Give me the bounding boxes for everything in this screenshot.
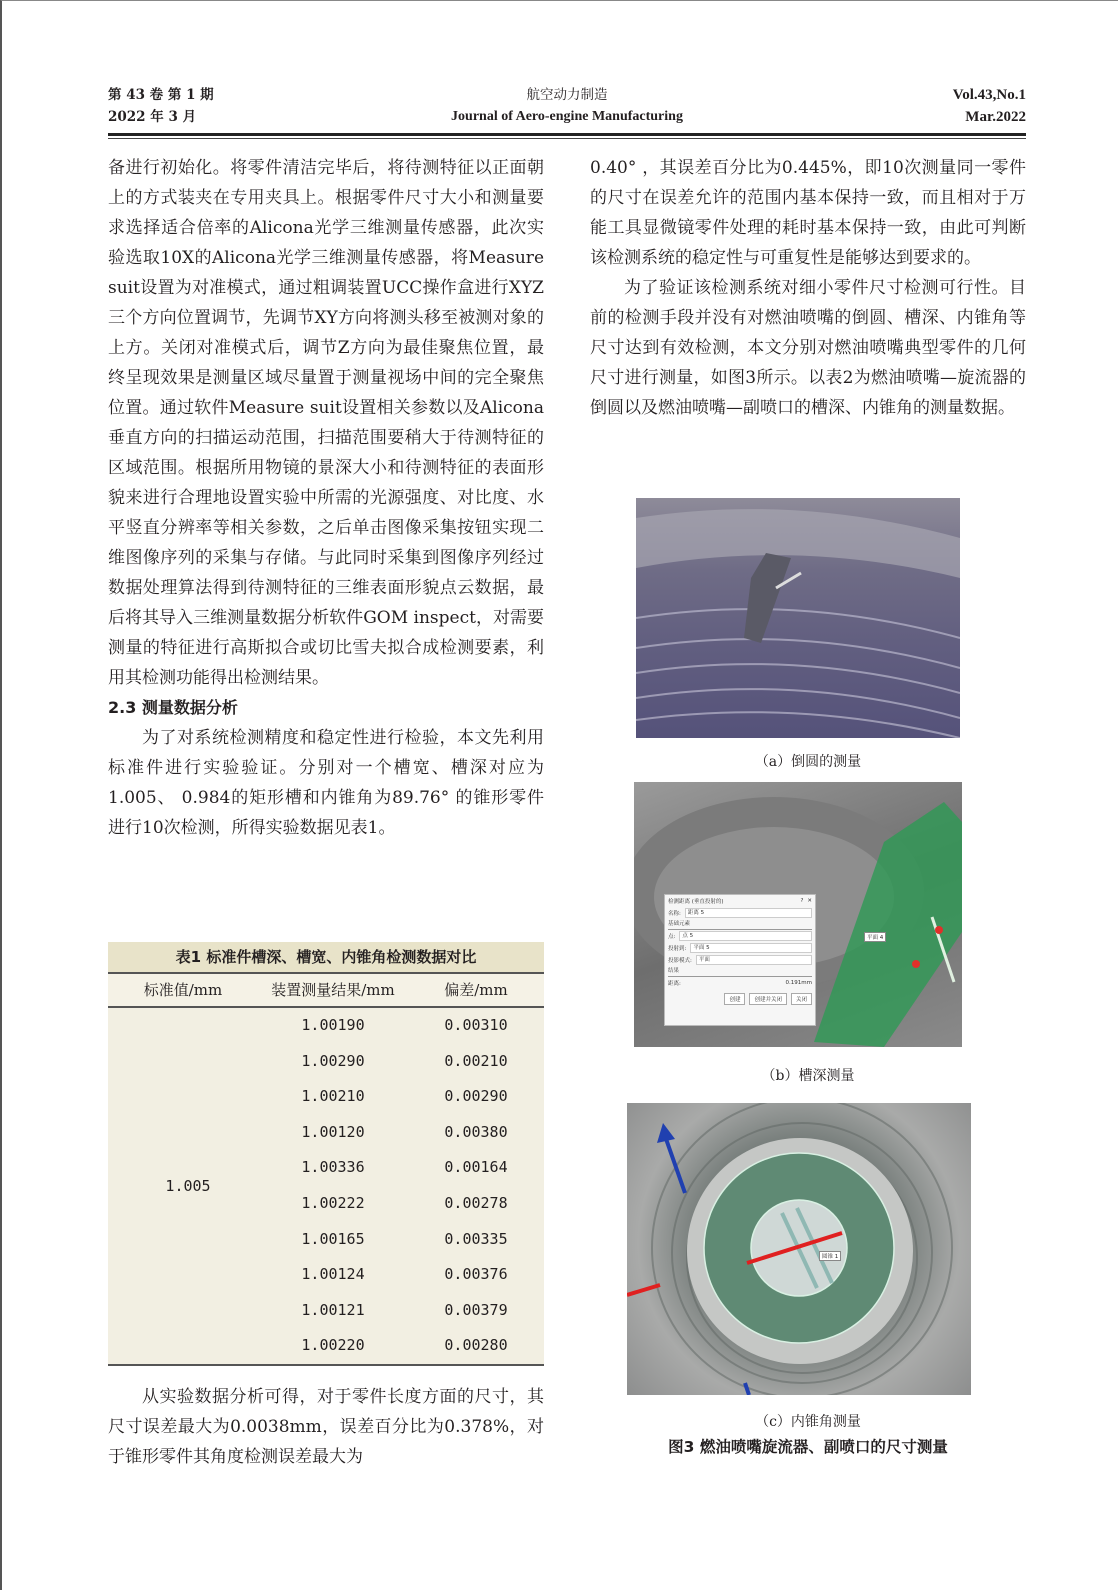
measured-cell: 1.00165 [301, 1229, 365, 1248]
paragraph: 0.40° ，其误差百分比为0.445%，即10次测量同一零件的尺寸在误差允许的范围内基本保持一致，而且相对于万能工具显微镜零件处理的耗时基本保持一致，由此可判断该检测系统的稳定性与可重复性是能够达到要求的。 [590, 158, 1026, 268]
left-column [108, 153, 544, 843]
fillet-surface-render [636, 498, 960, 738]
close-button: 关闭 [791, 993, 812, 1005]
table-body [108, 1008, 544, 1366]
deviation-cell: 0.00290 [444, 1087, 508, 1106]
figure-3c-caption: （c）内锥角测量 [755, 1414, 861, 1430]
cone-1-tag: 圆锥 1 [819, 1251, 841, 1261]
date-en: Mar.2022 [965, 109, 1026, 125]
header-rule-thin [108, 138, 1026, 139]
deviation-cell: 0.00376 [444, 1265, 508, 1284]
mode-label: 投影模式: [668, 958, 692, 964]
figure-3a-caption: （a）倒圆的测量 [754, 754, 862, 770]
measured-cell: 1.00120 [301, 1122, 365, 1141]
point-field: 点 5 [679, 931, 812, 941]
name-label: 名称: [668, 911, 681, 917]
figure-3c-cone-angle-scan [627, 1103, 971, 1395]
date-cn: 2022 年 3 月 [108, 109, 197, 125]
point-label: 点: [668, 934, 676, 940]
deviation-cell: 0.00210 [444, 1051, 508, 1070]
deviation-cell: 0.00379 [444, 1300, 508, 1319]
measured-cell: 1.00210 [301, 1087, 365, 1106]
table-header-row [108, 974, 544, 1008]
section-result: 结果 [668, 966, 812, 977]
project-field: 平面 5 [690, 943, 812, 953]
table-title: 表1 标准件槽深、槽宽、内锥角检测数据对比 [108, 942, 544, 974]
column-header: 标准值/mm [143, 981, 223, 999]
left-column-bottom [108, 1382, 544, 1472]
volume-issue-en: Vol.43,No.1 [952, 87, 1026, 103]
measured-cell: 1.00220 [301, 1336, 365, 1355]
standard-value-cell: 1.005 [165, 1177, 211, 1195]
mode-field: 平面 [696, 955, 812, 965]
paragraph: 为了验证该检测系统对细小零件尺寸检测可行性。目前的检测手段并没有对燃油喷嘴的倒圆、槽深、内锥角等尺寸达到有效检测，本文分别对燃油喷嘴典型零件的几何尺寸进行测量，如图3所示。以表2为燃油喷嘴—旋流器的倒圆以及燃油喷嘴—副喷口的槽深、内锥角的测量数据。 [590, 278, 1026, 418]
deviation-cell: 0.00335 [444, 1229, 508, 1248]
deviation-cell: 0.00164 [444, 1158, 508, 1177]
section-heading: 2.3 测量数据分析 [108, 698, 238, 717]
volume-issue-cn: 第 43 卷 第 1 期 [108, 87, 214, 103]
right-column [590, 153, 1026, 423]
measured-cell: 1.00336 [301, 1158, 365, 1177]
deviation-cell: 0.00310 [444, 1016, 508, 1034]
measured-cell: 1.00290 [301, 1051, 365, 1070]
section-elements: 基础元素 [668, 919, 812, 930]
table-1 [108, 942, 544, 1366]
name-field: 距离 5 [685, 908, 812, 918]
create-close-button: 创建并关闭 [749, 993, 787, 1005]
plane-4-tag: 平面 4 [864, 932, 886, 942]
inspection-distance-dialog [664, 894, 816, 1026]
distance-value: 0.191mm [785, 980, 812, 986]
measured-cell: 1.00124 [301, 1265, 365, 1284]
journal-title-en: Journal of Aero-engine Manufacturing [451, 109, 683, 124]
column-header: 装置测量结果/mm [271, 981, 395, 999]
project-label: 投射到: [668, 946, 687, 952]
deviation-cell: 0.00278 [444, 1193, 508, 1212]
paragraph: 备进行初始化。将零件清洁完毕后，将待测特征以正面朝上的方式装夹在专用夹具上。根据零件尺寸大小和测量要求选择适合倍率的Alicona光学三维测量传感器，此次实验选取10X的Alicona光学三维测量传感器，将Measure suit设置为对准模式，通过粗调装置UCC操作盒进行XYZ三个方向位置调节，先调节XY方向将测头移至被测对象的上方。关闭对准模式后，调节Z方向为最佳聚焦位置，最终呈现效果是测量区域尽量置于测量视场中间的完全聚焦位置。通过软件Measure suit设置相关参数以及Alicona垂直方向的扫描运动范围，扫描范围要稍大于待测特征的区域范围。根据所用物镜的景深大小和待测特征的表面形貌来进行合理地设置实验中所需的光源强度、对比度、水平竖直分辨率等相关参数，之后单击图像采集按钮实现二维图像序列的采集与存储。与此同时采集到图像序列经过数据处理算法得到待测特征的三维表面形貌点云数据，最后将其导入三维测量数据分析软件GOM inspect，对需要测量的特征进行高斯拟合或切比雪夫拟合成检测要素，利用其检测功能得出检测结果。 [108, 158, 544, 688]
create-button: 创建 [724, 993, 745, 1005]
help-icon: ? [800, 898, 804, 904]
measured-cell: 1.00121 [301, 1300, 365, 1319]
cone-surface-render [627, 1103, 971, 1395]
close-icon: ✕ [807, 898, 812, 904]
deviation-cell: 0.00380 [444, 1122, 508, 1141]
deviation-cell: 0.00280 [444, 1336, 508, 1355]
distance-label: 距离: [668, 981, 681, 987]
journal-title-cn: 航空动力制造 [526, 87, 608, 103]
figure-3a-fillet-scan [636, 498, 960, 738]
paragraph: 为了对系统检测精度和稳定性进行检验，本文先利用标准件进行实验验证。分别对一个槽宽、槽深对应为 1.005、 0.984的矩形槽和内锥角为89.76° 的锥形零件进行10次检测，所得实验数据见表1。 [108, 728, 544, 838]
figure-3b-groove-depth-screenshot [634, 782, 962, 1047]
running-header [108, 84, 1026, 130]
dialog-title: 检测距离 (垂直投射的) [668, 899, 724, 905]
figure-3b-caption: （b）槽深测量 [761, 1068, 855, 1084]
paragraph: 从实验数据分析可得，对于零件长度方面的尺寸，其尺寸误差最大为0.0038mm，误差百分比为0.378%，对于锥形零件其角度检测误差最大为 [108, 1387, 544, 1467]
column-header: 偏差/mm [444, 981, 508, 999]
figure-3-caption: 图3 燃油喷嘴旋流器、副喷口的尺寸测量 [668, 1438, 948, 1456]
measured-cell: 1.00190 [301, 1016, 365, 1034]
measured-cell: 1.00222 [301, 1193, 365, 1212]
header-rule-thick [108, 133, 1026, 136]
